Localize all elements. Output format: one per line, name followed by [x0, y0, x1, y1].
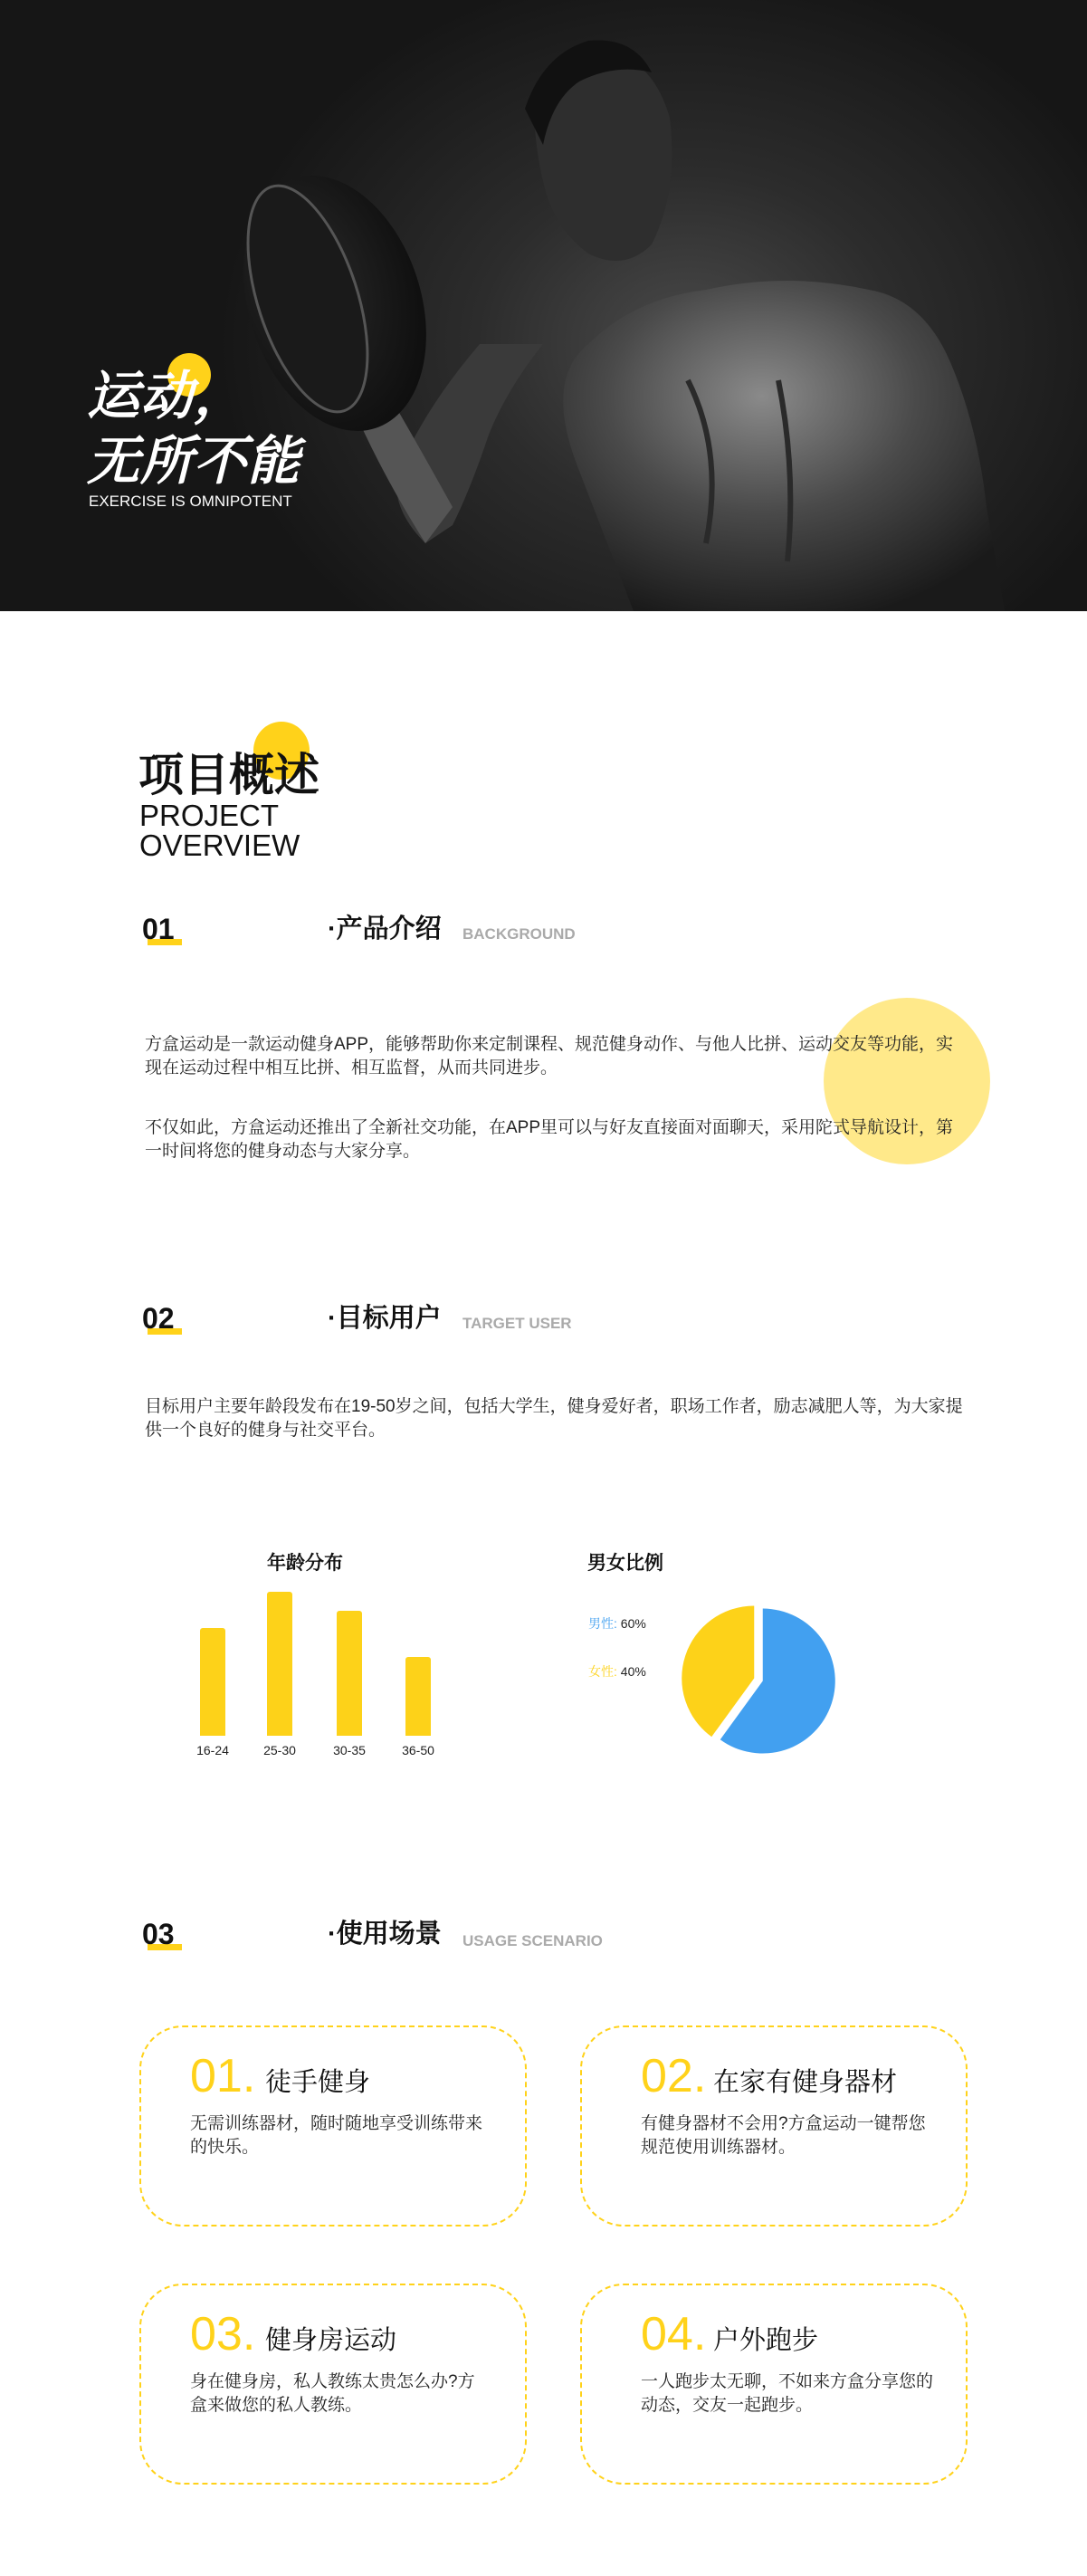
section-title: ·目标用户: [328, 1304, 442, 1333]
section-number: 01: [142, 913, 175, 945]
scenario-desc: 身在健身房，私人教练太贵怎么办?方盒来做您的私人教练。: [190, 2372, 475, 2415]
hero-title-line1: 运动，: [87, 367, 248, 426]
legend-female-label: 女性: [588, 1664, 614, 1679]
scenario-desc: 一人跑步太无聊，不如来方盒分享您的动态，交友一起跑步。: [641, 2372, 934, 2415]
section-en-label: USAGE SCENARIO: [462, 1932, 603, 1949]
scenario-number: 03.: [190, 2308, 256, 2361]
intro-paragraph-1: 方盒运动是一款运动健身APP，能够帮助你来定制课程、规范健身动作、与他人比拼、运动交友等功能，实现在运动过程中相互比拼、相互监督，从而共同进步。: [145, 1035, 954, 1077]
age-bar-25-30: [267, 1592, 292, 1736]
section-en-label: BACKGROUND: [462, 925, 576, 943]
age-bar-label: 36-50: [402, 1743, 434, 1757]
age-bar-label: 25-30: [263, 1743, 296, 1757]
intro-paragraph-2: 不仅如此，方盒运动还推出了全新社交功能，在APP里可以与好友直接面对面聊天，采用陀式导航设计，第一时间将您的健身动态与大家分享。: [145, 1118, 954, 1161]
scenario-card: [139, 2284, 527, 2485]
target-user-paragraph: 目标用户主要年龄段发布在19-50岁之间，包括大学生，健身爱好者，职场工作者，励志减肥人等，为大家提供一个良好的健身与社交平台。: [145, 1397, 963, 1440]
scenario-desc: 无需训练器材，随时随地享受训练带来的快乐。: [190, 2114, 483, 2157]
scenario-desc: 有健身器材不会用?方盒运动一键帮您规范使用训练器材。: [641, 2114, 926, 2157]
scenario-title: 户外跑步: [713, 2326, 819, 2355]
athlete-photo: [0, 0, 1087, 611]
section-number: 02: [142, 1302, 175, 1335]
legend-female: 女性: 40%: [588, 1664, 646, 1679]
hero-title-line2: 无所不能: [87, 432, 301, 491]
overview-title: 项目概述: [138, 750, 319, 800]
legend-female-value: 40%: [620, 1664, 646, 1679]
age-bar-30-35: [337, 1611, 362, 1736]
scenario-number: 02.: [641, 2050, 707, 2102]
age-bar-16-24: [200, 1628, 225, 1736]
hero-subtitle: EXERCISE IS OMNIPOTENT: [89, 493, 292, 510]
scenario-title: 徒手健身: [265, 2068, 371, 2097]
age-bar-label: 30-35: [333, 1743, 366, 1757]
scenario-card: [580, 2284, 968, 2485]
scenario-title: 在家有健身器材: [713, 2068, 898, 2097]
legend-male: 男性: 60%: [588, 1616, 646, 1631]
overview-en-line1: PROJECT: [139, 799, 280, 832]
scenario-title: 健身房运动: [265, 2326, 397, 2355]
section-en-label: TARGET USER: [462, 1315, 572, 1332]
section-number: 03: [142, 1918, 175, 1950]
section-title: ·产品介绍: [328, 915, 442, 943]
section-title: ·使用场景: [328, 1920, 442, 1949]
gender-pie-chart: [670, 1594, 851, 1766]
scenario-card: [139, 2025, 527, 2226]
age-chart-title: 年龄分布: [267, 1553, 343, 1574]
legend-male-label: 男性: [588, 1616, 614, 1631]
legend-male-value: 60%: [620, 1616, 646, 1631]
age-bar-label: 16-24: [196, 1743, 229, 1757]
scenario-card: [580, 2025, 968, 2226]
overview-en-line2: OVERVIEW: [139, 828, 300, 862]
hero-banner: [0, 0, 1087, 611]
scenario-number: 04.: [641, 2308, 707, 2361]
scenario-number: 01.: [190, 2050, 256, 2102]
gender-chart-title: 男女比例: [587, 1553, 663, 1574]
age-bar-36-50: [405, 1657, 431, 1736]
